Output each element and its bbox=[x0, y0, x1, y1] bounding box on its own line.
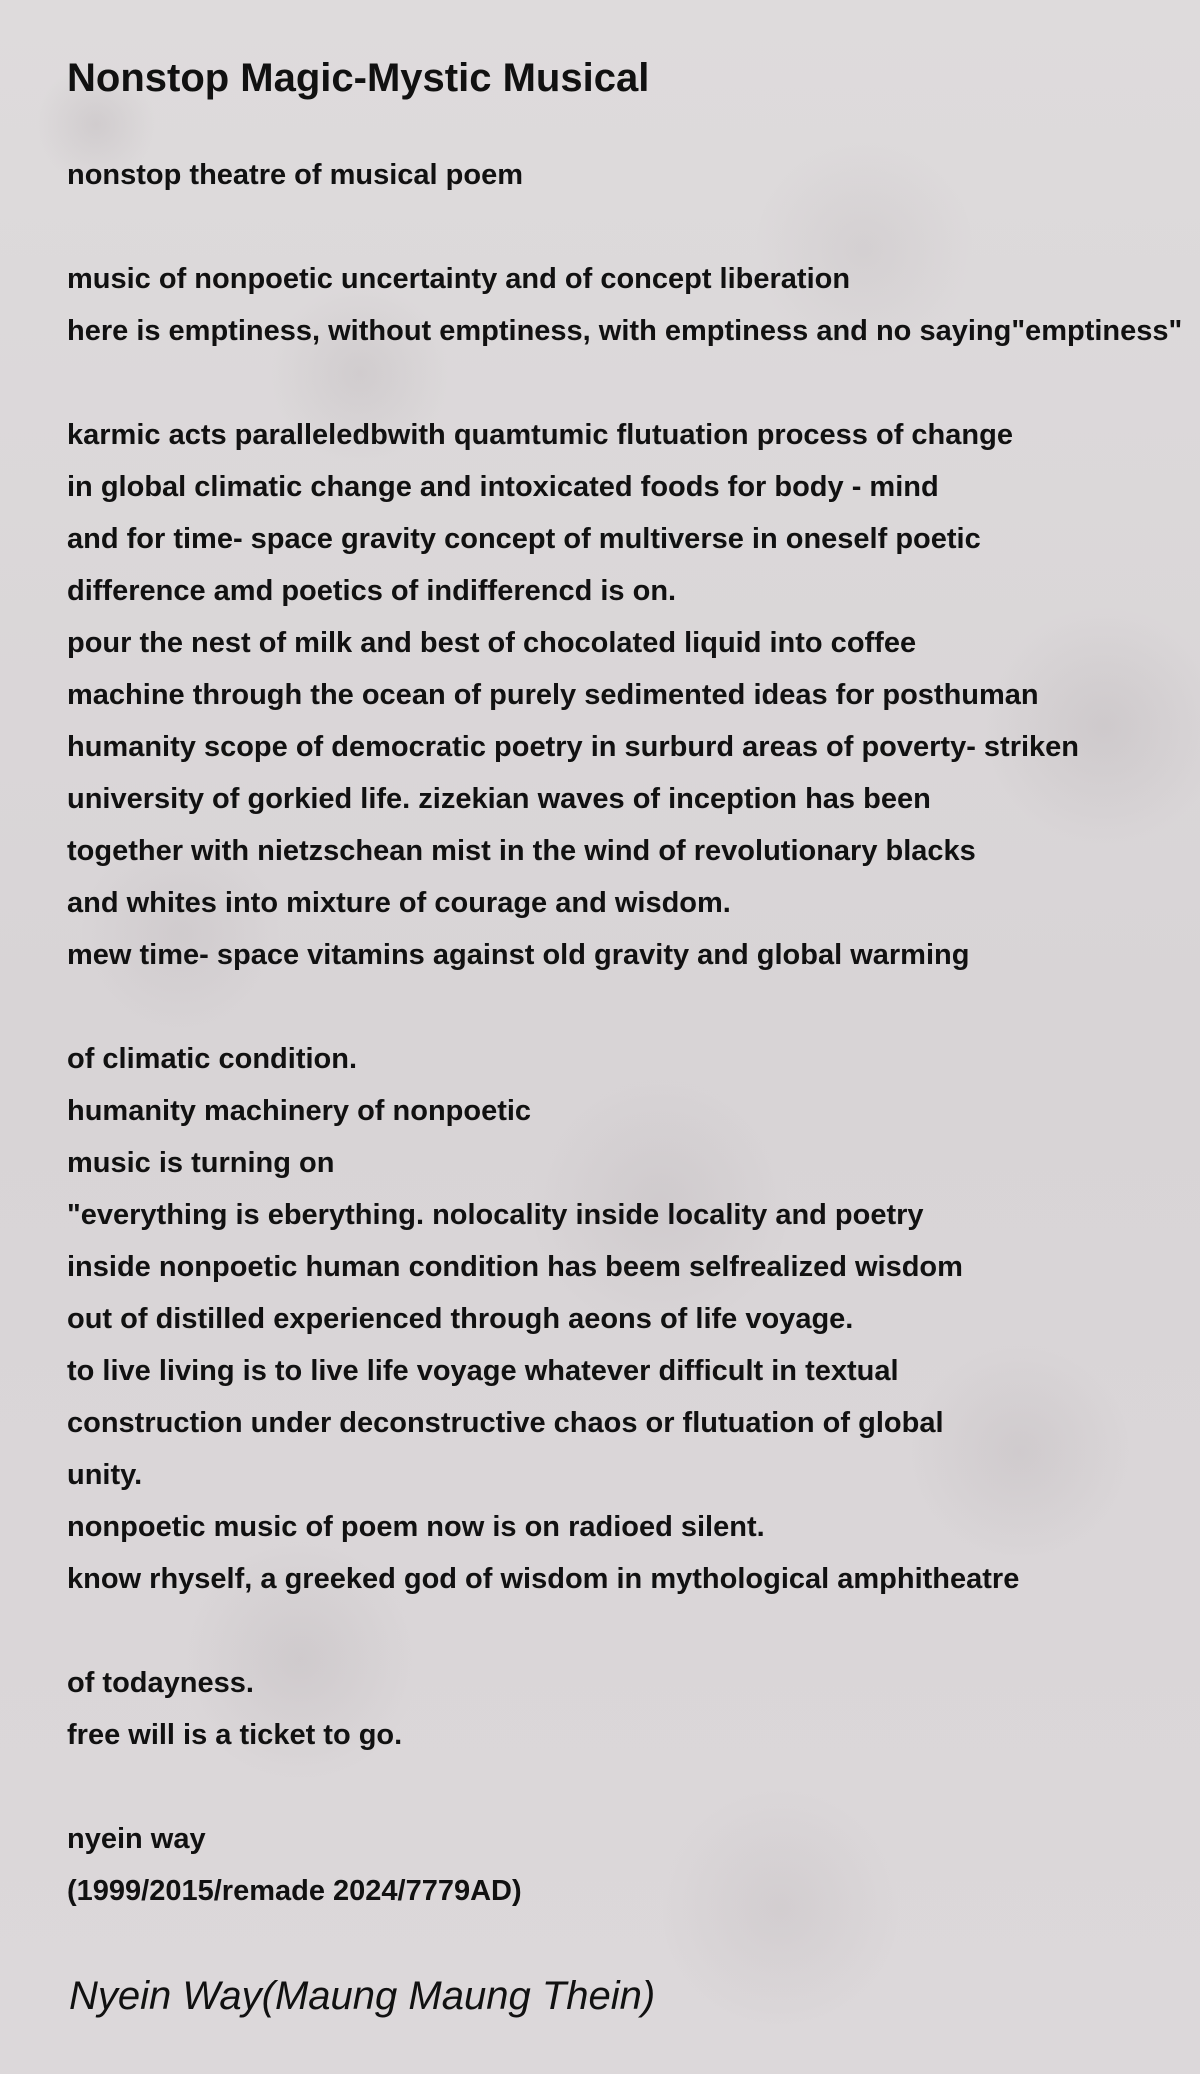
poem-line: construction under deconstructive chaos or flutuation of global bbox=[67, 1407, 944, 1439]
poem-line: of climatic condition. bbox=[67, 1043, 358, 1075]
poem-body bbox=[67, 149, 1200, 1917]
poem-line: to live living is to live life voyage whatever difficult in textual bbox=[67, 1355, 899, 1387]
poem-line: and whites into mixture of courage and wisdom. bbox=[67, 887, 731, 919]
poem-line-signature: nyein way bbox=[67, 1823, 206, 1855]
poem-line-blank bbox=[67, 201, 1200, 253]
poem-line: nonpoetic music of poem now is on radioed silent. bbox=[67, 1511, 765, 1543]
poem-line-blank bbox=[67, 981, 1200, 1033]
poem-line: university of gorkied life. zizekian waves of inception has been bbox=[67, 783, 931, 815]
poem-line-dates: (1999/2015/remade 2024/7779AD) bbox=[67, 1875, 522, 1907]
poem-line: nonstop theatre of musical poem bbox=[67, 159, 523, 191]
poem-line: in global climatic change and intoxicated foods for body - mind bbox=[67, 471, 939, 503]
poem-line: music of nonpoetic uncertainty and of concept liberation bbox=[67, 263, 851, 295]
poem-line: here is emptiness, without emptiness, with emptiness and no saying"emptiness" bbox=[67, 315, 1183, 347]
poem-line: out of distilled experienced through aeons of life voyage. bbox=[67, 1303, 854, 1335]
poem-line: know rhyself, a greeked god of wisdom in mythological amphitheatre bbox=[67, 1563, 1020, 1595]
poem-line: of todayness. bbox=[67, 1667, 254, 1699]
poem-line-blank bbox=[67, 1605, 1200, 1657]
poem-line: inside nonpoetic human condition has beem selfrealized wisdom bbox=[67, 1251, 963, 1283]
poem-line-blank bbox=[67, 357, 1200, 409]
poem-line: free will is a ticket to go. bbox=[67, 1719, 403, 1751]
poem-line-blank bbox=[67, 1761, 1200, 1813]
poem-line: pour the nest of milk and best of chocolated liquid into coffee bbox=[67, 627, 917, 659]
poem-line: machine through the ocean of purely sedimented ideas for posthuman bbox=[67, 679, 1039, 711]
poem-line: and for time- space gravity concept of multiverse in oneself poetic bbox=[67, 523, 981, 555]
poem-title: Nonstop Magic-Mystic Musical bbox=[67, 56, 650, 100]
poem-line: humanity scope of democratic poetry in surburd areas of poverty- striken bbox=[67, 731, 1080, 763]
poem-author: Nyein Way(Maung Maung Thein) bbox=[69, 1974, 656, 2018]
poem-line: difference amd poetics of indifferencd is on. bbox=[67, 575, 677, 607]
poem-line: mew time- space vitamins against old gravity and global warming bbox=[67, 939, 970, 971]
poem-line: "everything is eberything. nolocality inside locality and poetry bbox=[67, 1199, 924, 1231]
poem-line: karmic acts paralleledbwith quamtumic flutuation process of change bbox=[67, 419, 1013, 451]
poem-line: together with nietzschean mist in the wind of revolutionary blacks bbox=[67, 835, 976, 867]
poem-line: unity. bbox=[67, 1459, 143, 1491]
poem-line: music is turning on bbox=[67, 1147, 335, 1179]
poem-line: humanity machinery of nonpoetic bbox=[67, 1095, 532, 1127]
